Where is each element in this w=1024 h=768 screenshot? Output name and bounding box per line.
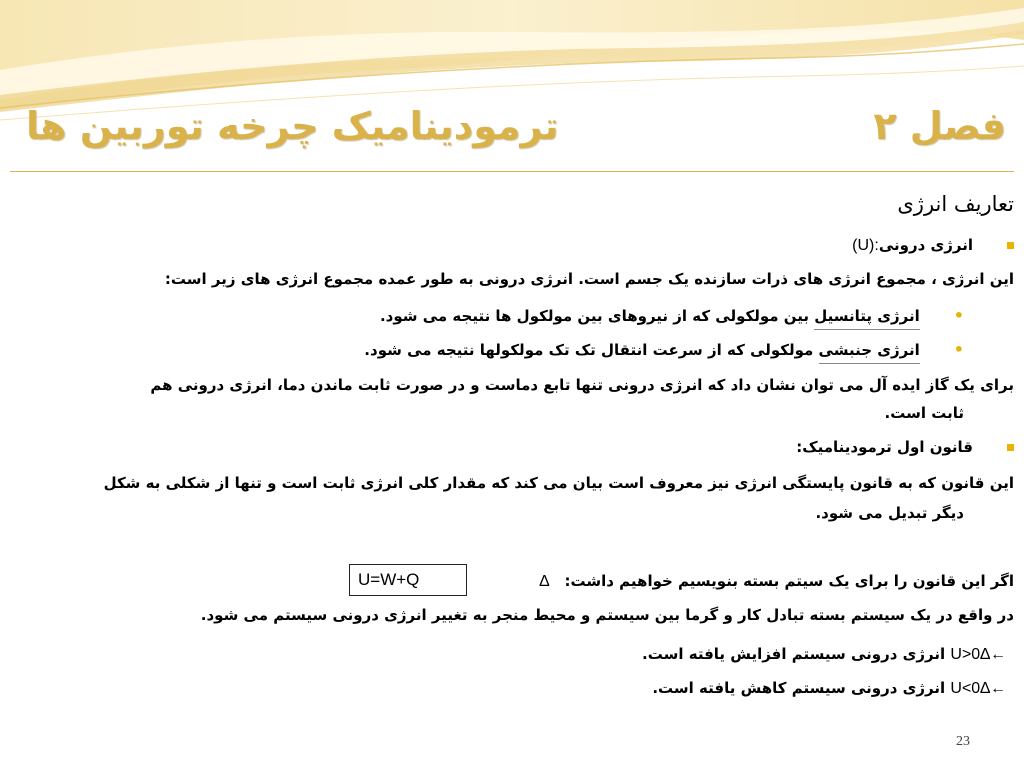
term-kinetic: انرژی جنبشی [819, 341, 920, 364]
bullet-text: قانون اول ترمودینامیک: [796, 438, 973, 456]
sub-bullet-text: بین مولکولی که از نیروهای بین مولکول ها نتیجه می شود. [379, 307, 815, 325]
bullet-internal-energy [852, 236, 1014, 255]
increase-symbol: U>0∆← [950, 646, 1006, 663]
slide-title: ترمودینامیک چرخه توربین ها [26, 104, 559, 148]
delta-symbol: ∆ [539, 573, 550, 590]
sub-bullet-text: مولکولی که از سرعت انتقال تک تک مولکولها نتیجه می شود. [364, 341, 819, 359]
square-bullet-icon [1007, 242, 1014, 249]
increase-line [642, 645, 1006, 664]
definition-paragraph: این انرژی ، مجموع انرژی های ذرات سازنده یک جسم است. انرژی درونی به طور عمده مجموع انرژی های زیر است: [164, 270, 1014, 288]
decrease-text: انرژی درونی سیستم کاهش یافته است. [652, 679, 946, 697]
first-law-line-2: دیگر تبدیل می شود. [815, 504, 964, 522]
dot-bullet-icon: • [953, 340, 964, 359]
sub-bullet-potential [380, 306, 964, 325]
sub-bullet-kinetic [364, 340, 964, 359]
bullet-text: انرژی درونی [878, 236, 973, 254]
increase-text: انرژی درونی سیستم افزایش یافته است. [642, 645, 946, 663]
formula-box: U=W+Q [349, 564, 467, 596]
chapter-title: فصل ۲ [873, 104, 1006, 148]
ideal-gas-line-1: برای یک گاز ایده آل می توان نشان داد که انرژی درونی تنها تابع دماست و در صورت ثابت ماندن دما، انرژی درونی هم [150, 376, 1014, 394]
bullet-first-law [796, 438, 1014, 456]
section-heading: تعاریف انرژی [897, 192, 1014, 216]
closed-system-explanation: در واقع در یک سیستم بسته تبادل کار و گرما بین سیستم و محیط منجر به تغییر انرژی درونی سیستم می شود. [200, 606, 1014, 624]
first-law-line-1: این قانون که به قانون پایستگی انرژی نیز معروف است بیان می کند که مقدار کلی انرژی ثابت است و تنها از شکلی به شکل [103, 474, 1014, 492]
page-number: 23 [956, 734, 970, 749]
closed-system-line [539, 572, 1014, 591]
ideal-gas-line-2: ثابت است. [884, 404, 964, 422]
term-potential: انرژی پتانسیل [814, 307, 920, 330]
dot-bullet-icon: • [953, 306, 964, 325]
decrease-line [652, 679, 1006, 698]
symbol-u: (U): [852, 237, 879, 254]
closed-system-text: اگر این قانون را برای یک سیتم بسته بنویسیم خواهیم داشت: [564, 572, 1014, 590]
decrease-symbol: U<0∆← [950, 680, 1006, 697]
square-bullet-icon [1007, 444, 1014, 451]
